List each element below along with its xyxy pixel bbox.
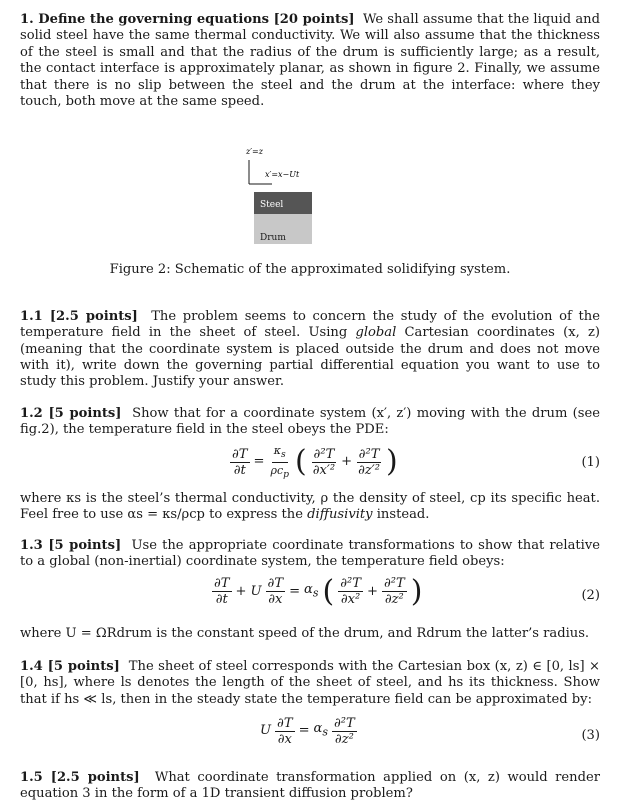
section-1-3-continued: where U = ΩRdrum is the constant speed of the drum, and Rdrum the latter’s radius.: [20, 626, 590, 642]
eq2-term-x: $\frac{\text{∂²T}}{\text{∂x²}}$: [340, 576, 361, 608]
section-1-1-text-a: The problem seems to concern the study of the evolution of the temperature field in the sheet of steel. Using: [20, 308, 600, 341]
eq1-term-x: $\frac{\text{∂²T}}{\text{∂x′²}}$: [312, 446, 336, 478]
section-1-4: [20, 659, 600, 708]
section-1-2: [20, 406, 600, 439]
section-1-3-text-a: Use the appropriate coordinate transformations to show that relative to a global (non-inertial) coordinate system, the temperature field obeys:: [20, 537, 601, 569]
eq1-term-z: $\frac{\text{∂²T}}{\text{∂z′²}}$: [358, 446, 381, 478]
figure-2: [20, 132, 600, 282]
z-axis-label: z′=z: [246, 147, 263, 157]
section-1-4-text: The sheet of steel corresponds with the Cartesian box (x, z) ∈ [0, ls] × [0, hs], where ls denotes the length of the sheet of steel, and hs its thickness. Show that if hs ≪ ls, then in the steady state the temperature field can be approximated by:: [20, 658, 600, 707]
x-axis-label: x′=x−Ut: [265, 170, 300, 180]
figure-caption: Figure 2: Schematic of the approximated solidifying system.: [109, 262, 511, 278]
eq1-lhs: $\frac{\partial T}{\partial t}$: [232, 446, 248, 478]
equation-1-number: (1): [581, 454, 600, 470]
eq3-advection-term: $\frac{\partial T}{\partial x}$: [277, 715, 293, 747]
eq2-time-term: $\frac{\partial T}{\partial t}$: [214, 576, 230, 608]
section-1-5: [20, 770, 600, 803]
equation-3-number: (3): [581, 727, 600, 743]
equation-3: U $\frac{\partial T}{\partial x}$ = $\alpha_s$ $\frac{\text{∂²T}}{\text{∂z²}}$ (3): [260, 715, 600, 747]
eq1-coef: $\frac{\kappa_s}{\rho c_p}$: [270, 443, 290, 481]
global-emphasis: global: [355, 325, 397, 341]
section-1: [20, 12, 600, 110]
section-1-2-continued: [20, 491, 600, 524]
section-1-3-heading: 1.3 [5 points]: [20, 537, 122, 553]
equation-1: $\frac{\partial T}{\partial t}$ = $\frac{\kappa_s}{\rho c_p}$ ( $\frac{\text{∂²T}}{\text{∂x′²}}$ + $\frac{\text{∂²T}}{\text{∂z′²}}$ ) (1): [232, 443, 600, 481]
schematic-diagram: [20, 132, 600, 282]
equation-2: $\frac{\partial T}{\partial t}$ + U $\frac{\partial T}{\partial x}$ = $\alpha_s$ ( $\frac{\text{∂²T}}{\text{∂x²}}$ + $\frac{\text{∂²T}}{\text{∂z²}}$ ) (2): [214, 573, 600, 609]
section-1-2-heading: 1.2 [5 points]: [20, 405, 122, 421]
section-1-1-heading: 1.1 [2.5 points]: [20, 308, 138, 324]
drum-label: Drum: [260, 233, 286, 244]
steel-label: Steel: [260, 200, 284, 211]
problem-page: [20, 12, 600, 803]
diffusivity-emphasis: diffusivity: [307, 507, 373, 523]
section-1-2-text-c: instead.: [372, 507, 430, 523]
section-1-1-text-b: Cartesian coordinates (x, z) (meaning that the coordinate system is placed outside the drum and does not move with it), write down the governing partial differential equation you want to use to study this problem. Justify your answer.: [20, 325, 601, 390]
section-1-4-heading: 1.4 [5 points]: [20, 658, 120, 674]
eq2-term-z: $\frac{\text{∂²T}}{\text{∂z²}}$: [383, 576, 405, 608]
section-1-5-text: What coordinate transformation applied on (x, z) would render equation 3 in the form of a 1D transient diffusion problem?: [20, 769, 601, 802]
section-1-5-heading: 1.5 [2.5 points]: [20, 769, 140, 785]
section-1-3: [20, 538, 600, 571]
section-1-2-text-a: Show that for a coordinate system (x′, z′) moving with the drum (see fig.2), the temperature field in the steel obeys the PDE:: [20, 405, 600, 438]
section-1-text: We shall assume that the liquid and solid steel have the same thermal conductivity. We will also assume that the thickness of the steel is small and that the radius of the drum is sufficiently large; as a result, the contact interface is approximately planar, as shown in figure 2. Finally, we assume that there is no slip between the steel and the drum at the interface: where they touch, both move at the same speed.: [20, 12, 600, 110]
section-1-1: [20, 309, 600, 391]
section-1-2-text-b: where κs is the steel’s thermal conductivity, ρ the density of steel, cp its specific heat. Feel free to use αs = κs/ρcp to express the: [20, 490, 600, 523]
section-1-heading: 1. Define the governing equations [20 points]: [20, 12, 355, 27]
eq3-diffusion-term: $\frac{\text{∂²T}}{\text{∂z²}}$: [334, 715, 355, 747]
eq2-advection-term: $\frac{\partial T}{\partial x}$: [267, 576, 284, 608]
equation-2-number: (2): [581, 588, 600, 604]
